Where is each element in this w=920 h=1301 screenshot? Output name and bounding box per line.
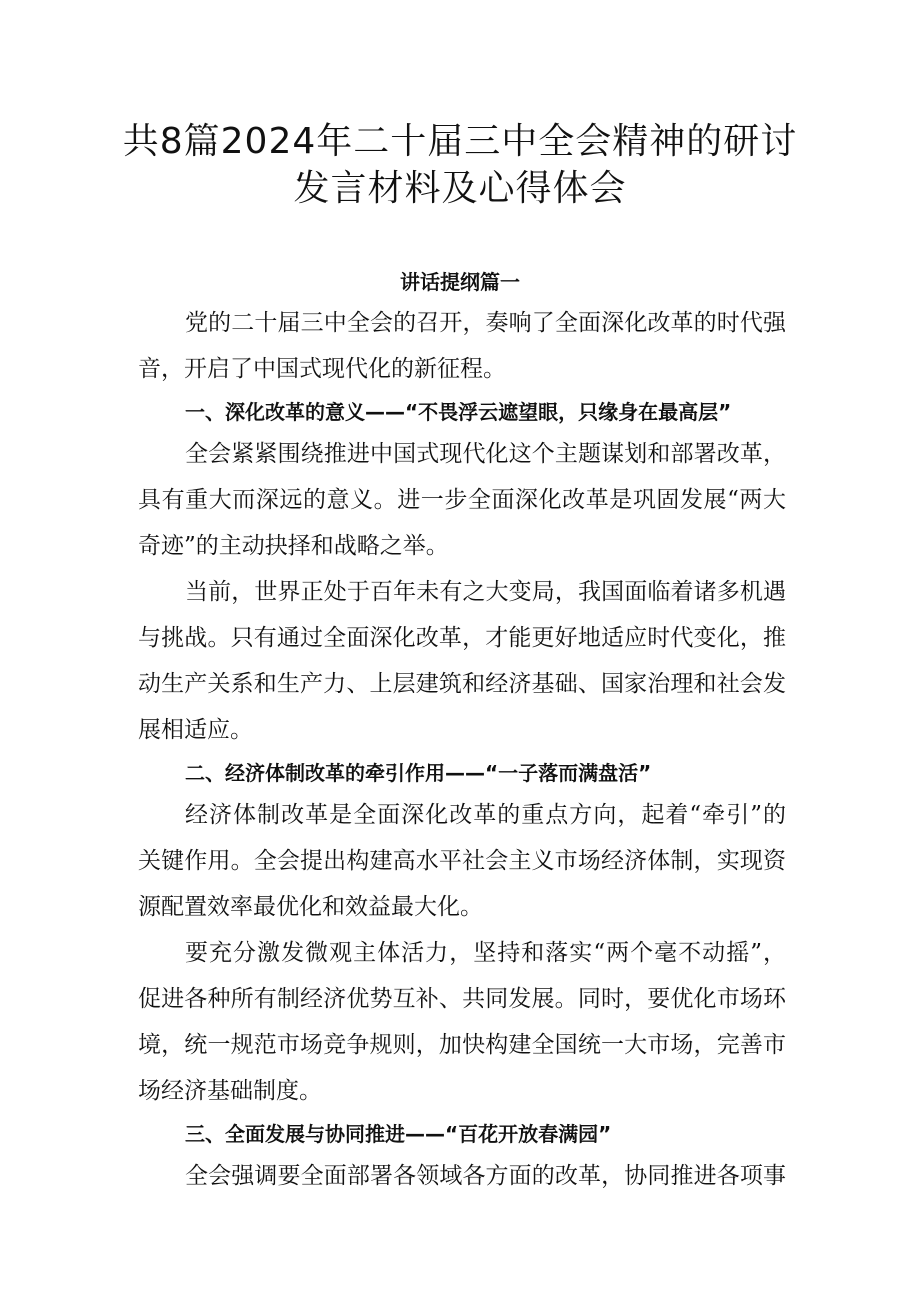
section-1-heading: 一、深化改革的意义——“不畏浮云遮望眼，只缘身在最高层” xyxy=(185,400,732,424)
section-2-p1-line-1: 经济体制改革是全面深化改革的重点方向，起着“牵引”的 xyxy=(185,802,786,828)
section-2-p2-line-3: 境，统一规范市场竞争规则，加快构建全国统一大市场，完善市 xyxy=(138,1032,786,1058)
section-2-heading: 二、经济体制改革的牵引作用——“一子落而满盘活” xyxy=(185,761,652,785)
section-2-p2-line-4: 场经济基础制度。 xyxy=(138,1078,322,1104)
section-1-p1-line-2: 具有重大而深远的意义。进一步全面深化改革是巩固发展“两大 xyxy=(138,487,786,513)
section-3-heading: 三、全面发展与协同推进——“百花开放春满园” xyxy=(185,1122,612,1146)
intro-line-2: 音，开启了中国式现代化的新征程。 xyxy=(138,356,506,382)
section-1-p1-line-3: 奇迹”的主动抉择和战略之举。 xyxy=(138,533,449,559)
section-1-p1-line-1: 全会紧紧围绕推进中国式现代化这个主题谋划和部署改革， xyxy=(185,441,786,467)
section-subtitle: 讲话提纲篇一 xyxy=(400,270,520,294)
section-1-p2-line-2: 与挑战。只有通过全面深化改革，才能更好地适应时代变化，推 xyxy=(138,625,786,651)
section-2-p1-line-3: 源配置效率最优化和效益最大化。 xyxy=(138,894,483,920)
document-title-line-2: 发言材料及心得体会 xyxy=(293,168,627,209)
document-title-line-1: 共8篇2024年二十届三中全会精神的研讨 xyxy=(122,121,798,162)
section-1-p2-line-4: 展相适应。 xyxy=(138,717,253,743)
section-2-p2-line-2: 促进各种所有制经济优势互补、共同发展。同时，要优化市场环 xyxy=(138,986,786,1012)
section-3-p1-line-1: 全会强调要全面部署各领域各方面的改革，协同推进各项事 xyxy=(185,1163,786,1189)
section-1-p2-line-3: 动生产关系和生产力、上层建筑和经济基础、国家治理和社会发 xyxy=(138,671,786,697)
section-2-p1-line-2: 关键作用。全会提出构建高水平社会主义市场经济体制，实现资 xyxy=(138,848,786,874)
section-2-p2-line-1: 要充分激发微观主体活力，坚持和落实“两个毫不动摇”， xyxy=(185,940,786,966)
intro-line-1: 党的二十届三中全会的召开，奏响了全面深化改革的时代强 xyxy=(185,310,786,336)
section-1-p2-line-1: 当前，世界正处于百年未有之大变局，我国面临着诸多机遇 xyxy=(185,579,786,605)
